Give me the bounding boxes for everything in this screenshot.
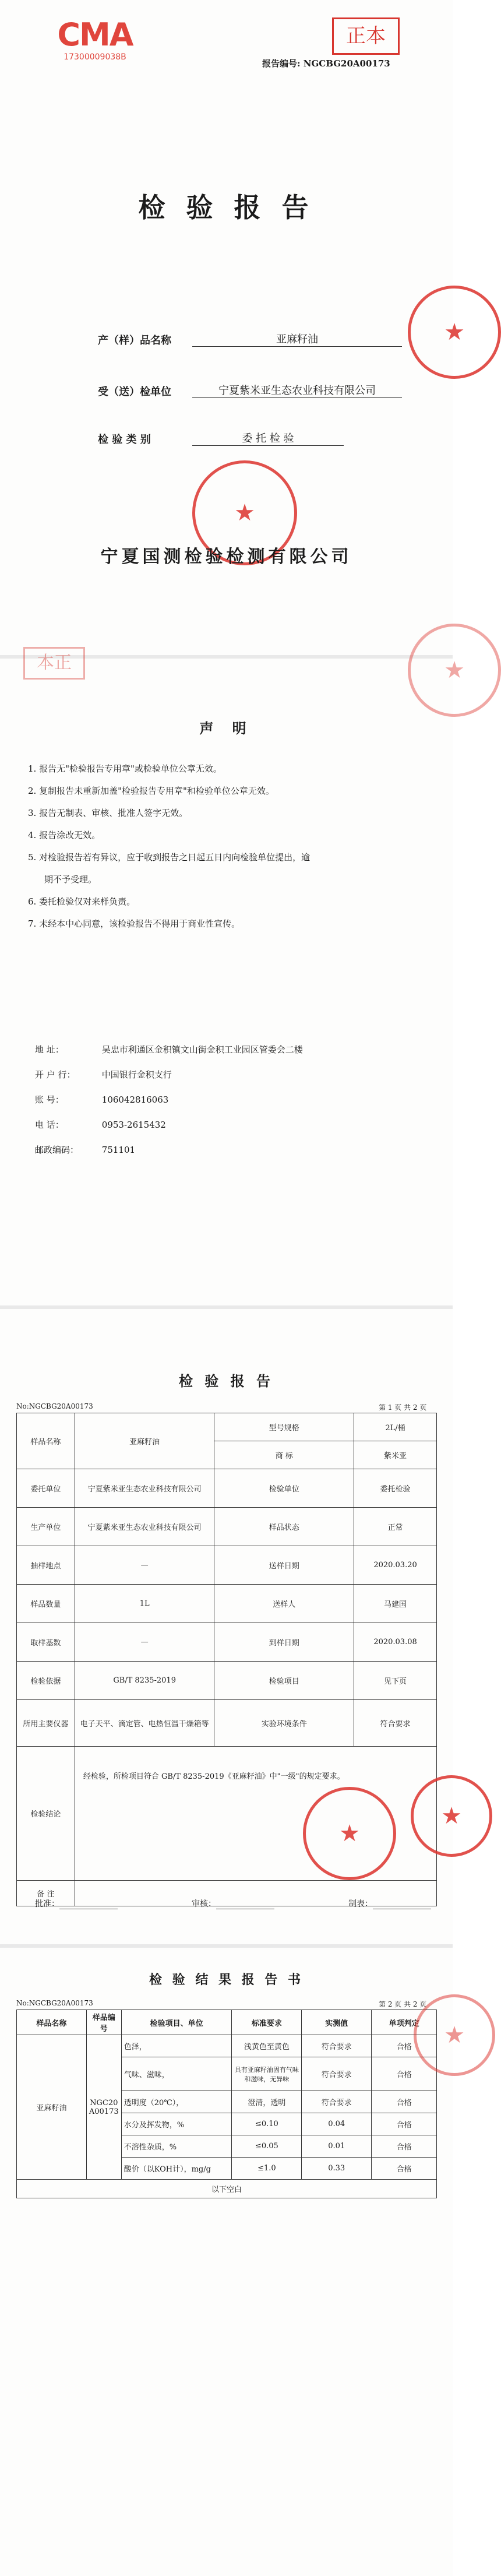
account-value: 106042816063 — [101, 1095, 169, 1105]
basis-value: GB/T 8235-2019 — [75, 1662, 214, 1700]
results-item: 水分及挥发物，% — [121, 2113, 232, 2135]
brand-label: 商 标 — [214, 1441, 354, 1469]
declaration-item: 4. 报告涂改无效。 — [28, 830, 101, 840]
results-header: 单项判定 — [372, 2010, 437, 2035]
results-seal-star-icon: ★ — [444, 2022, 465, 2049]
report-title: 检 验 报 告 — [178, 1373, 274, 1389]
declaration-item: 2. 复制报告未重新加盖"检验报告专用章"和检验单位公章无效。 — [28, 786, 274, 796]
results-item: 酸价（以KOH计），mg/g — [121, 2158, 232, 2180]
base-label: 取样基数 — [17, 1623, 75, 1662]
results-footer: 以下空白 — [17, 2180, 437, 2198]
results-measured: 0.04 — [302, 2113, 372, 2135]
make-field — [348, 1898, 431, 1909]
review-signature — [216, 1899, 274, 1909]
side-seal-star-icon: ★ — [444, 319, 465, 346]
arrival-label: 到样日期 — [214, 1623, 354, 1662]
review-label: 审核： — [192, 1899, 216, 1909]
report-number-line — [262, 57, 390, 69]
sampling-date-label: 送样日期 — [214, 1546, 354, 1585]
sampling-value: — — [75, 1546, 214, 1585]
declaration-item: 期不予受理。 — [44, 874, 97, 885]
sample-name-value: 亚麻籽油 — [75, 1413, 214, 1469]
category-value: 委 托 检 验 — [192, 430, 344, 446]
model-value: 2L/桶 — [354, 1413, 437, 1441]
client-label: 委托单位 — [17, 1469, 75, 1508]
bank-label: 开 户 行： — [35, 1069, 76, 1080]
report-side-seal-star-icon: ★ — [441, 1803, 462, 1829]
product-label: 产（样）品名称 — [98, 335, 171, 347]
results-measured: 符合要求 — [302, 2035, 372, 2057]
results-requirement: ≤0.05 — [232, 2135, 302, 2158]
env-value: 符合要求 — [354, 1700, 437, 1747]
item-value: 见下页 — [354, 1662, 437, 1700]
cma-number: 17300009038B — [63, 52, 126, 62]
category-label: 检 验 类 别 — [98, 434, 151, 446]
results-table — [16, 2010, 437, 2198]
report-number: No:NGCBG20A00173 — [16, 1402, 93, 1410]
results-sample-number: NGC20A00173 — [86, 2035, 121, 2180]
results-item: 透明度（20℃）， — [121, 2091, 232, 2113]
postal-line — [35, 1138, 431, 1163]
sender-value: 马建国 — [354, 1585, 437, 1623]
sample-name-label: 样品名称 — [17, 1413, 75, 1469]
results-requirement: 浅黄色至黄色 — [232, 2035, 302, 2057]
signature-row — [35, 1898, 431, 1909]
results-measured: 0.33 — [302, 2158, 372, 2180]
results-side-seal — [414, 1994, 495, 2076]
results-requirement: ≤1.0 — [232, 2158, 302, 2180]
bank-value: 中国银行金积支行 — [101, 1069, 172, 1080]
remark-label: 备 注 — [17, 1881, 75, 1906]
test-type-value: 委托检验 — [354, 1469, 437, 1508]
phone-value: 0953-2615432 — [101, 1120, 166, 1130]
account-label: 账 号： — [35, 1095, 64, 1105]
declaration-page — [0, 653, 465, 1305]
results-measured: 符合要求 — [302, 2057, 372, 2091]
test-type-label: 检验单位 — [214, 1469, 354, 1508]
results-verdict: 合格 — [372, 2113, 437, 2135]
results-sample-name: 亚麻籽油 — [17, 2035, 87, 2180]
results-item: 色泽， — [121, 2035, 232, 2057]
approve-label: 批准： — [35, 1899, 59, 1909]
producer-value: 宁夏紫米亚生态农业科技有限公司 — [75, 1508, 214, 1546]
quantity-value: 1L — [75, 1585, 214, 1623]
producer-label: 生产单位 — [17, 1508, 75, 1546]
results-report-number: No:NGCBG20A00173 — [16, 1999, 93, 2007]
results-measured: 0.01 — [302, 2135, 372, 2158]
faded-seal-star-icon: ★ — [444, 657, 465, 684]
declaration-item: 1. 报告无"检验报告专用章"或检验单位公章无效。 — [28, 763, 222, 774]
model-label: 型号规格 — [214, 1413, 354, 1441]
review-field — [192, 1898, 274, 1909]
results-requirement: ≤0.10 — [232, 2113, 302, 2135]
report-side-seal — [411, 1775, 492, 1857]
side-seal — [408, 286, 501, 379]
state-label: 样品状态 — [214, 1508, 354, 1546]
sender-label: 送样人 — [214, 1585, 354, 1623]
make-label: 制表： — [348, 1899, 373, 1909]
page-info: 第 1 页 共 2 页 — [379, 1403, 427, 1412]
faded-stamp: 本正 — [23, 647, 85, 680]
faded-side-seal — [408, 624, 501, 717]
arrival-value: 2020.03.08 — [354, 1623, 437, 1662]
base-value: — — [75, 1623, 214, 1662]
declaration-item: 7. 未经本中心同意，该检验报告不得用于商业性宣传。 — [28, 919, 241, 929]
equipment-value: 电子天平、滴定管、电热恒温干燥箱等 — [75, 1700, 214, 1747]
original-stamp: 正本 — [332, 17, 400, 55]
results-item: 气味、滋味， — [121, 2057, 232, 2091]
client-value: 宁夏紫米亚生态农业科技有限公司 — [75, 1469, 214, 1508]
account-line — [35, 1088, 431, 1113]
sampling-label: 抽样地点 — [17, 1546, 75, 1585]
results-verdict: 合格 — [372, 2057, 437, 2091]
product-value: 亚麻籽油 — [192, 331, 402, 347]
report-seal — [303, 1787, 396, 1880]
cma-mark: CMA — [57, 16, 133, 53]
results-verdict: 合格 — [372, 2158, 437, 2180]
equipment-label: 所用主要仪器 — [17, 1700, 75, 1747]
results-requirement: 具有亚麻籽油固有气味和滋味，无异味 — [232, 2057, 302, 2091]
phone-label: 电 话： — [35, 1120, 64, 1130]
results-measured: 符合要求 — [302, 2091, 372, 2113]
declaration-item: 3. 报告无制表、审核、批准人签字无效。 — [28, 808, 188, 818]
client-value: 宁夏紫米亚生态农业科技有限公司 — [192, 382, 402, 398]
declaration-title: 声 明 — [199, 720, 253, 737]
conclusion-label: 检验结论 — [17, 1747, 75, 1881]
cma-logo — [57, 16, 133, 62]
env-label: 实验环境条件 — [214, 1700, 354, 1747]
report-number: NGCBG20A00173 — [303, 58, 390, 69]
cover-title: 检 验 报 告 — [138, 192, 315, 223]
approve-signature — [59, 1899, 118, 1909]
sampling-date-value: 2020.03.20 — [354, 1546, 437, 1585]
brand-value: 紫米亚 — [354, 1441, 437, 1469]
results-verdict: 合格 — [372, 2091, 437, 2113]
declaration-item: 6. 委托检验仅对来样负责。 — [28, 896, 136, 907]
results-header: 标准要求 — [232, 2010, 302, 2035]
basis-label: 检验依据 — [17, 1662, 75, 1700]
contact-block — [35, 1037, 431, 1163]
client-label: 受（送）检单位 — [98, 386, 171, 398]
results-header: 实测值 — [302, 2010, 372, 2035]
bank-line — [35, 1062, 431, 1088]
address-value: 吴忠市利通区金积镇文山街金积工业园区管委会二楼 — [101, 1044, 303, 1055]
results-requirement: 澄清，透明 — [232, 2091, 302, 2113]
organization-name: 宁夏国测检验检测有限公司 — [100, 547, 352, 567]
postal-value: 751101 — [101, 1145, 136, 1155]
report-page — [0, 1309, 462, 1944]
make-signature — [373, 1899, 431, 1909]
results-verdict: 合格 — [372, 2035, 437, 2057]
phone-line — [35, 1113, 431, 1138]
results-page-info: 第 2 页 共 2 页 — [379, 2000, 427, 2008]
declaration-list — [28, 758, 424, 935]
results-header: 样品名称 — [17, 2010, 87, 2035]
seal-star-icon: ★ — [234, 499, 255, 526]
results-header: 样品编号 — [86, 2010, 121, 2035]
quantity-label: 样品数量 — [17, 1585, 75, 1623]
address-line — [35, 1037, 431, 1062]
approve-field — [35, 1898, 118, 1909]
results-header: 检验项目、单位 — [121, 2010, 232, 2035]
item-label: 检验项目 — [214, 1662, 354, 1700]
results-item: 不溶性杂质，% — [121, 2135, 232, 2158]
results-page — [0, 1948, 465, 2576]
conclusion-text: 经检验，所检项目符合 GB/T 8235-2019《亚麻籽油》中"一级"的规定要求。 — [83, 1772, 345, 1781]
declaration-item: 5. 对检验报告若有异议，应于收到报告之日起五日内向检验单位提出，逾 — [28, 852, 311, 863]
address-label: 地 址： — [35, 1044, 64, 1055]
state-value: 正常 — [354, 1508, 437, 1546]
postal-label: 邮政编码： — [35, 1145, 79, 1155]
cover-page — [0, 0, 465, 655]
report-number-label: 报告编号: — [262, 58, 301, 69]
report-seal-star-icon: ★ — [339, 1820, 360, 1847]
results-verdict: 合格 — [372, 2135, 437, 2158]
results-title: 检 验 结 果 报 告 书 — [149, 1972, 304, 1987]
